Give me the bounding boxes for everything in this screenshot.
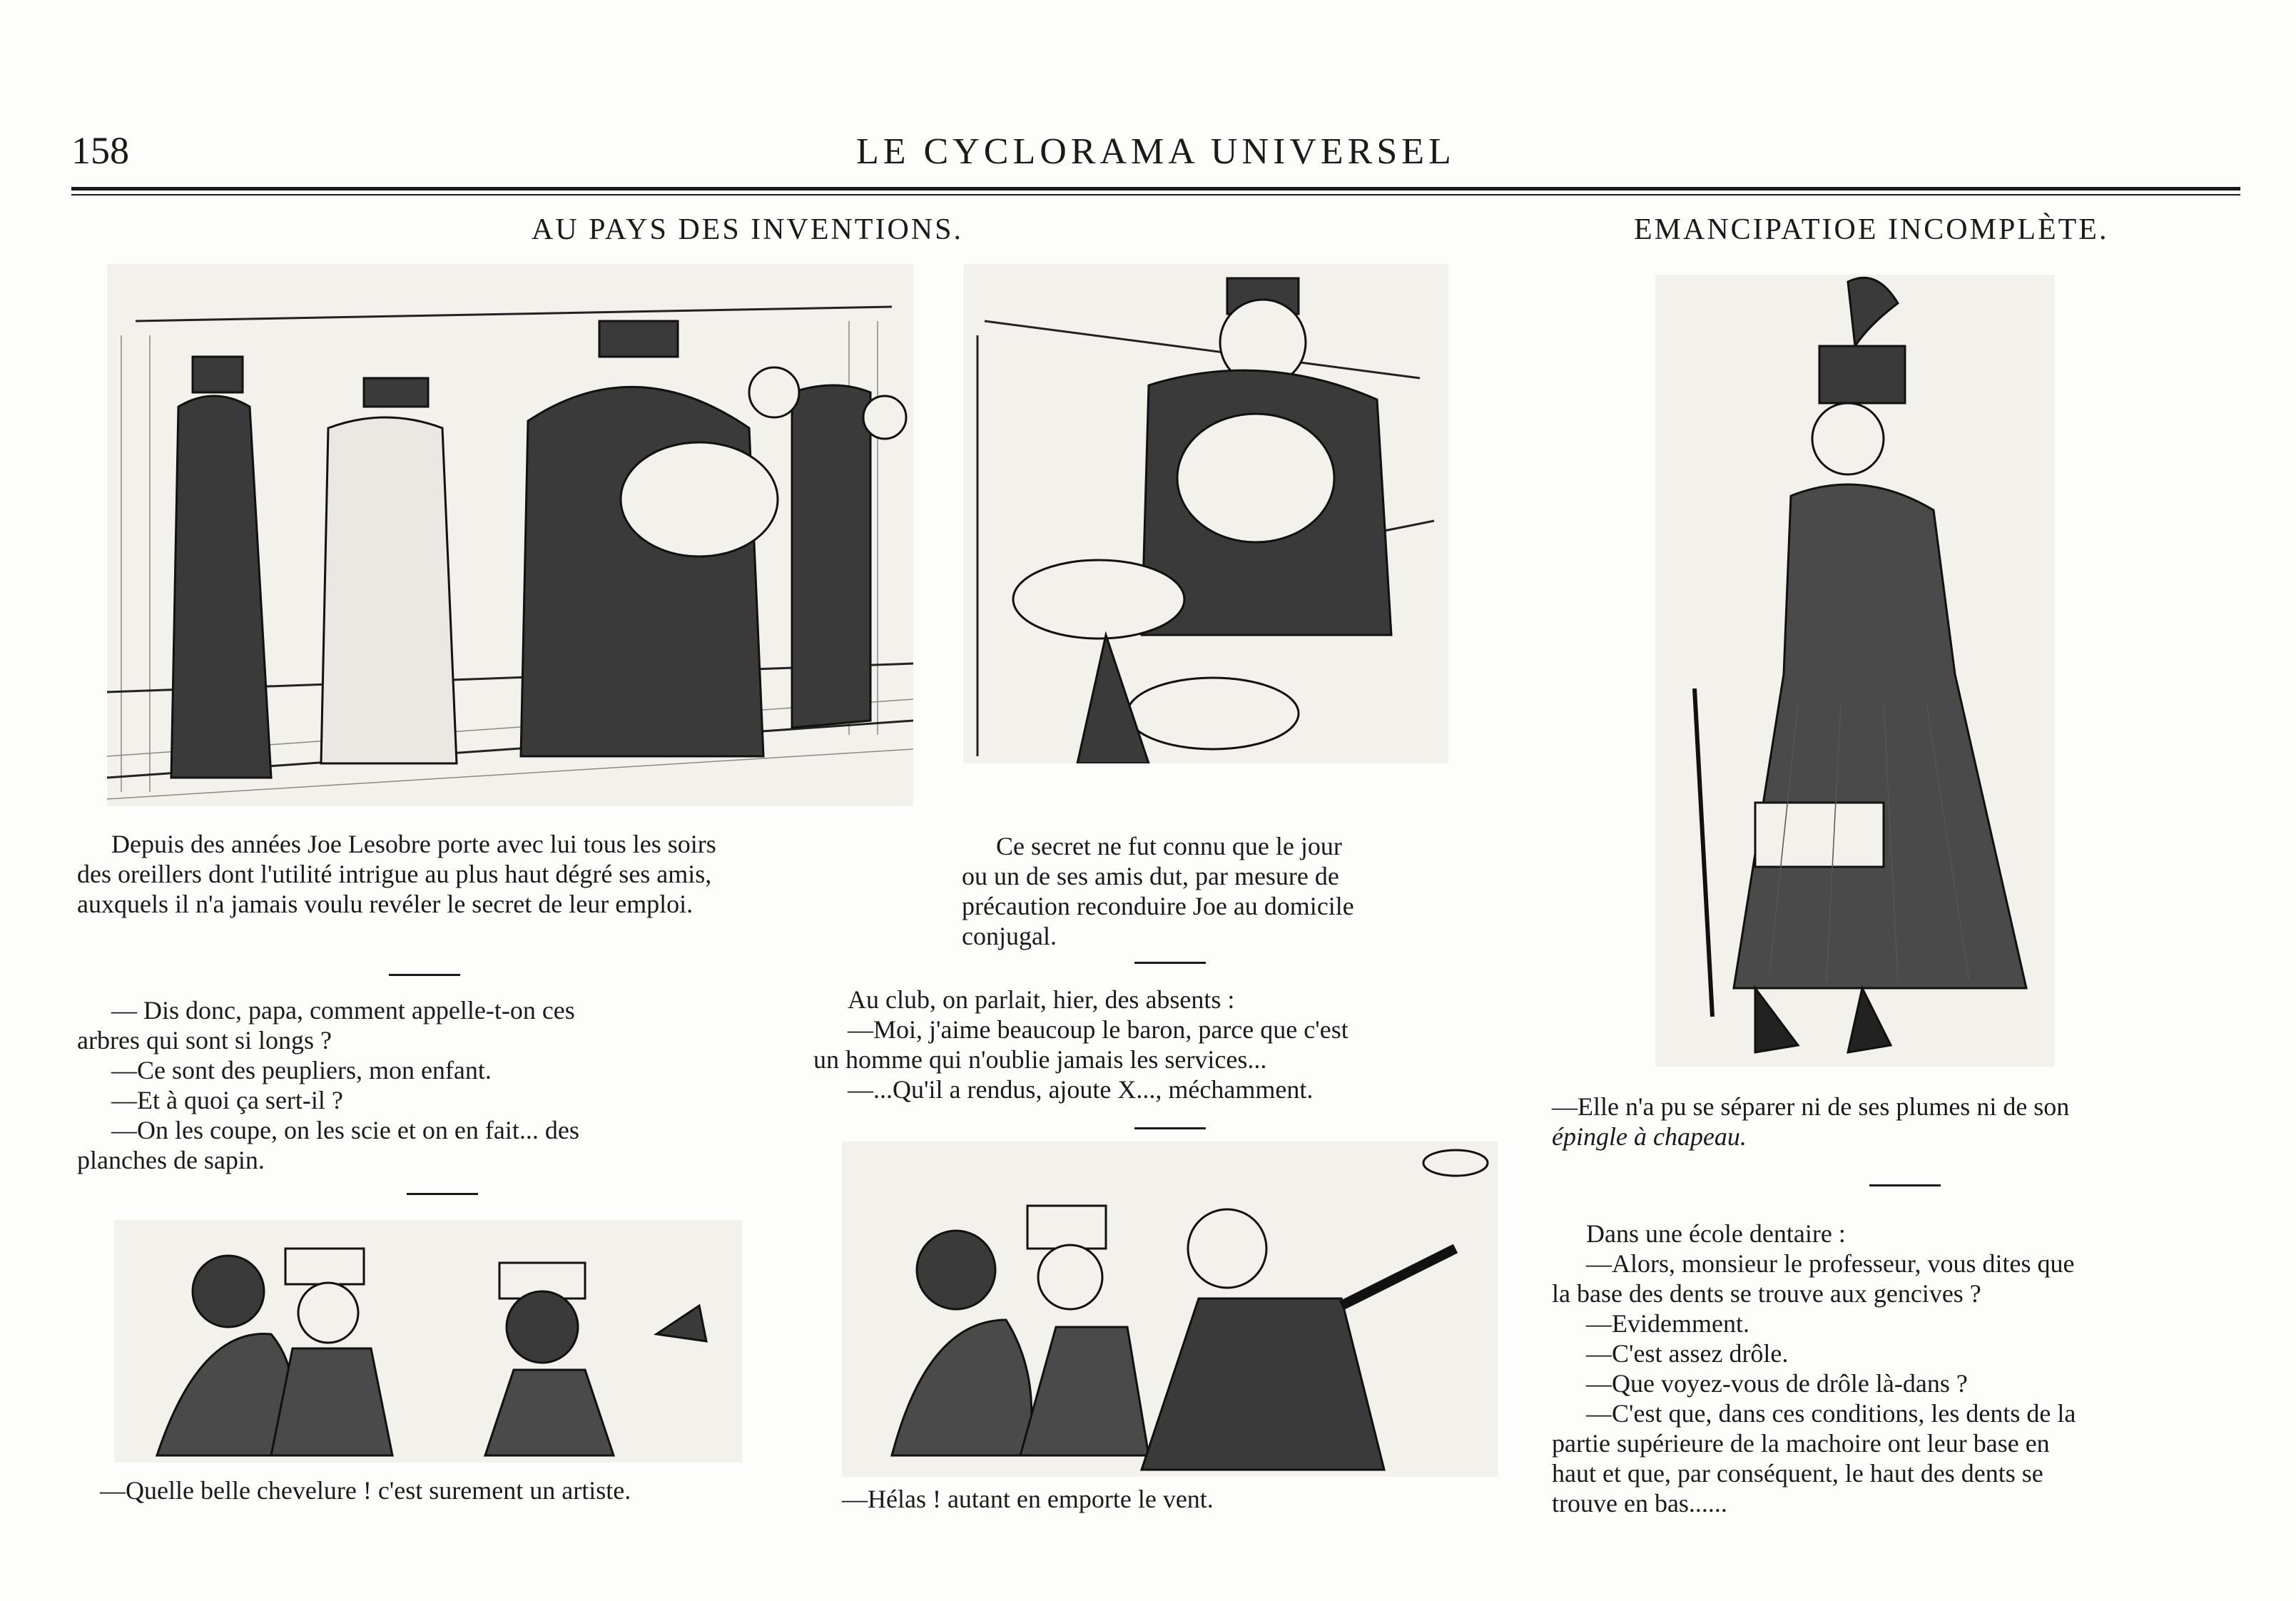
header-rule-thin <box>71 194 2240 195</box>
caption-vent: —Hélas ! autant en emporte le vent. <box>842 1485 1214 1513</box>
divider <box>389 974 460 976</box>
illustration-joe-on-pillows <box>963 264 1448 763</box>
illustration-wind-blows-hat <box>842 1142 1498 1477</box>
divider <box>1134 962 1206 964</box>
caption-panel-2: Ce secret ne fut connu que le jour ou un de ses amis dut, par mesure de précaution reconduire Joe au domicile conjugal. <box>962 832 1354 950</box>
joke-club: Au club, on parlait, hier, des absents : —Moi, j'aime beaucoup le baron, parce que c'est un homme qui n'oublie jamais les services... —...Qu'il a rendus, ajoute X..., méchamment. <box>813 985 1348 1104</box>
caption-emancipation: —Elle n'a pu se séparer ni de ses plumes ni de son épingle à chapeau. <box>1552 1092 2070 1151</box>
caption-chevelure: —Quelle belle chevelure ! c'est surement un artiste. <box>100 1476 631 1505</box>
page-number: 158 <box>71 129 129 172</box>
section-title-inventions: AU PAYS DES INVENTIONS. <box>532 213 963 246</box>
illustration-joe-with-friends <box>107 264 913 806</box>
divider <box>407 1193 478 1195</box>
divider <box>1134 1127 1206 1129</box>
header-rule <box>71 187 2240 190</box>
illustration-emancipated-woman <box>1655 275 2055 1067</box>
illustration-ladies-and-artist <box>114 1220 742 1463</box>
running-title: LE CYCLORAMA UNIVERSEL <box>856 131 1456 172</box>
caption-panel-1: Depuis des années Joe Lesobre porte avec lui tous les soirs des oreillers dont l'utilité intrigue au plus haut dégré ses amis, auxquels il n'a jamais voulu revéler le secret de leur emploi. <box>77 830 716 918</box>
joke-dentaire: Dans une école dentaire : —Alors, monsieur le professeur, vous dites que la base des dents se trouve aux gencives ? —Evidemment. —C'est assez drôle. —Que voyez-vous de drôle là-dans ? —C'est que, dans ces conditions, les dents de la partie supérieure de la machoire ont leur base en haut et que, par conséquent, le haut des dents se trouve en bas...... <box>1552 1219 2076 1518</box>
joke-peupliers: — Dis donc, papa, comment appelle-t-on ces arbres qui sont si longs ? —Ce sont des peupliers, mon enfant. —Et à quoi ça sert-il ? —On les coupe, on les scie et on en fait... des planches de sapin. <box>77 996 579 1174</box>
section-title-emancipation: EMANCIPATIOE INCOMPLÈTE. <box>1634 213 2109 246</box>
divider <box>1869 1184 1941 1186</box>
